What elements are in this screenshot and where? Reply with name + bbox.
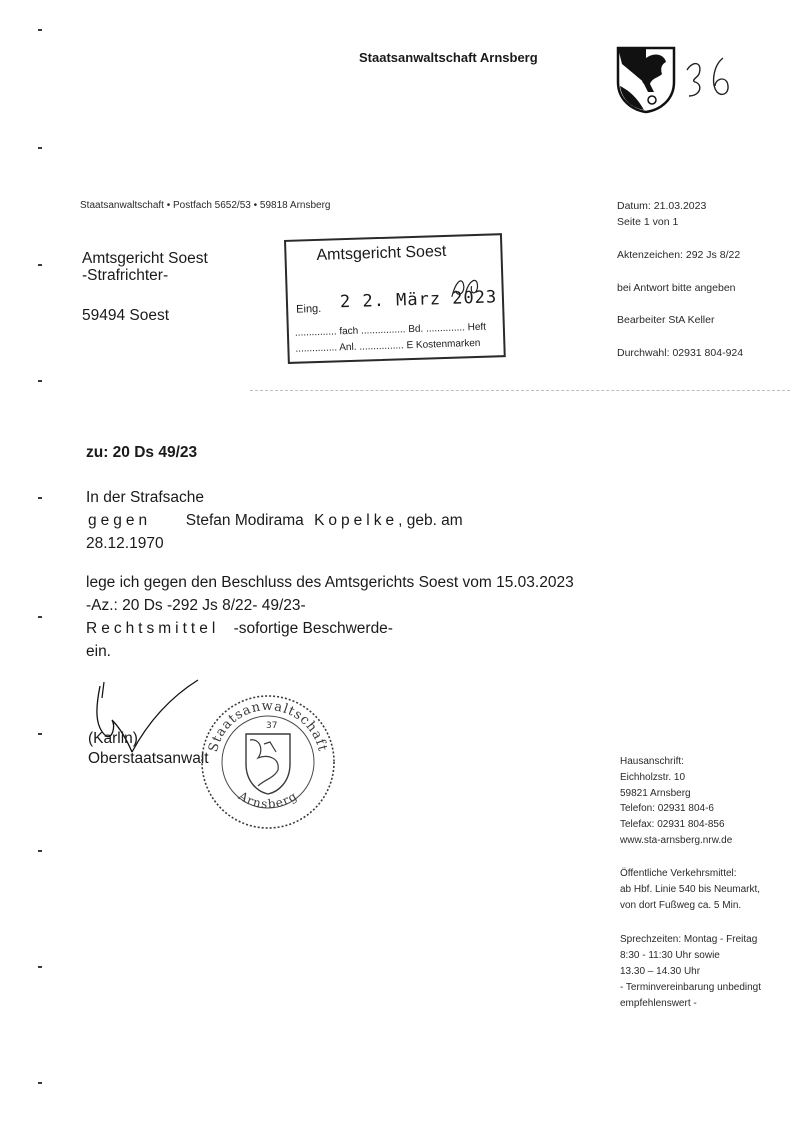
- info-datum: Datum: 21.03.2023: [617, 200, 707, 212]
- defendant-birth-label: , geb. am: [398, 512, 463, 529]
- contact-address-heading: Hausanschrift:: [620, 756, 684, 767]
- defendant-name: Stefan Modirama: [185, 512, 304, 529]
- info-aktenzeichen: Aktenzeichen: 292 Js 8/22: [617, 249, 741, 261]
- fold-divider: [250, 390, 790, 392]
- appointment-note-2: empfehlenswert -: [620, 998, 697, 1009]
- stamp-fach-line: ............... fach ................ Bd. .............. Heft: [294, 321, 487, 339]
- defendant-dob: 28.12.1970: [86, 535, 164, 552]
- stamp-initials-icon: [447, 272, 484, 301]
- transit-heading: Öffentliche Verkehrsmittel:: [620, 868, 737, 879]
- body-closing-word: ein.: [86, 643, 111, 660]
- signer-name: (Karlin): [88, 730, 138, 747]
- receipt-stamp: [284, 233, 506, 364]
- handwritten-page-number-icon: [683, 52, 743, 102]
- transit-line-2: von dort Fußweg ca. 5 Min.: [620, 900, 742, 911]
- reference-number: zu: 20 Ds 49/23: [86, 444, 198, 461]
- stamp-date: 2 2. März 2023: [339, 287, 498, 313]
- seal-top-text: Staatsanwaltschaft: [206, 698, 330, 754]
- sender-return-line: Staatsanwaltschaft • Postfach 5652/53 • 59818 Arnsberg: [80, 200, 331, 211]
- stamp-court-name: Amtsgericht Soest: [316, 242, 447, 264]
- case-intro: In der Strafsache: [86, 489, 205, 506]
- body-paragraph-1: lege ich gegen den Beschluss des Amtsgerichts Soest vom 15.03.2023: [86, 574, 574, 591]
- recipient-department: -Strafrichter-: [82, 267, 169, 284]
- contact-street: Eichholzstr. 10: [620, 772, 686, 783]
- beschwerde-type: -sofortige Beschwerde-: [233, 620, 393, 637]
- info-durchwahl: Durchwahl: 02931 804-924: [617, 347, 744, 359]
- signer-title: Oberstaatsanwalt: [88, 750, 209, 767]
- svg-text:Arnsberg: [235, 788, 300, 811]
- stamp-eing-label: Eing.: [296, 302, 322, 316]
- authority-title: Staatsanwaltschaft Arnsberg: [359, 50, 538, 65]
- official-seal-icon: [198, 692, 338, 832]
- defendant-surname: Kopelke: [314, 512, 399, 529]
- office-hours-morning: 8:30 - 11:30 Uhr sowie: [620, 950, 720, 961]
- gegen-word: gegen: [88, 512, 152, 529]
- transit-line-1: ab Hbf. Linie 540 bis Neumarkt,: [620, 884, 761, 895]
- recipient-city: 59494 Soest: [82, 307, 170, 324]
- contact-phone: Telefon: 02931 804-6: [620, 803, 714, 814]
- contact-fax: Telefax: 02931 804-856: [620, 819, 725, 830]
- contact-website: www.sta-arnsberg.nrw.de: [620, 835, 733, 846]
- body-az-line: -Az.: 20 Ds -292 Js 8/22- 49/23-: [86, 597, 306, 614]
- stamp-anl-line: ............... Anl. ................ E Kostenmarken: [295, 337, 481, 355]
- info-antwort-hinweis: bei Antwort bitte angeben: [617, 282, 736, 294]
- info-bearbeiter: Bearbeiter StA Keller: [617, 314, 715, 326]
- info-seite: Seite 1 von 1: [617, 216, 679, 228]
- contact-city: 59821 Arnsberg: [620, 788, 691, 799]
- office-hours-afternoon: 13.30 – 14.30 Uhr: [620, 966, 701, 977]
- nrw-coat-of-arms-icon: [614, 44, 678, 114]
- recipient-court: Amtsgericht Soest: [82, 250, 208, 267]
- seal-bottom-text: Arnsberg: [236, 788, 300, 812]
- appointment-note-1: - Terminvereinbarung unbedingt: [620, 982, 762, 993]
- body-rechtsmittel-line: [86, 620, 393, 638]
- office-hours-heading: Sprechzeiten: Montag - Freitag: [620, 934, 758, 945]
- defendant-line: [88, 512, 463, 530]
- seal-number: 37: [266, 721, 278, 731]
- rechtsmittel-word: Rechtsmittel: [86, 620, 220, 637]
